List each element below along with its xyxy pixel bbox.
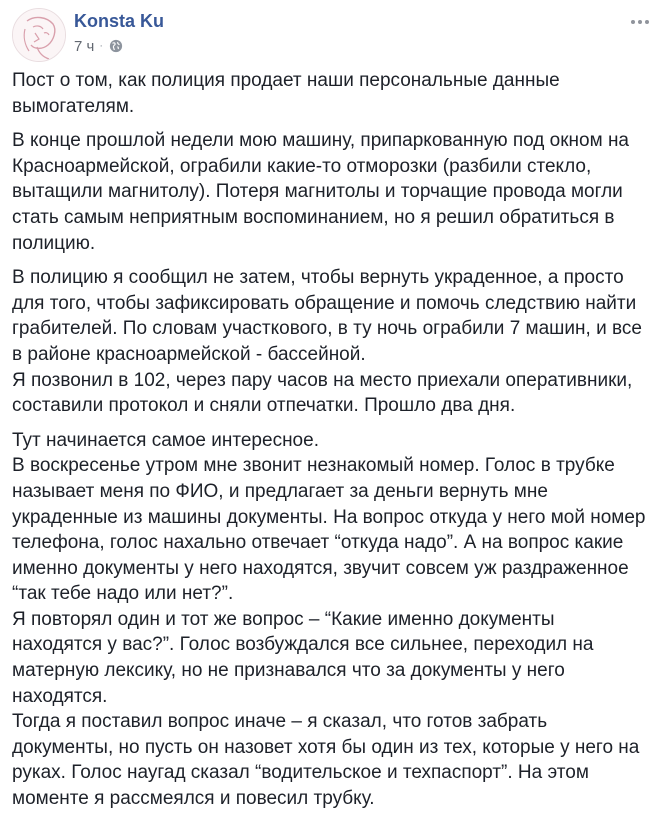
post-time[interactable]: 7 ч xyxy=(74,37,95,55)
post-paragraph: В полицию я сообщил не затем, чтобы вернуть украденное, а просто для того, чтобы зафиксировать обращение и помочь следствию найти грабителей. По словам участкового, в ту ночь ограбили 7 машин, и все в районе красноармейской - бассейной. Я позвонил в 102, через пару часов на место приехали оперативники, составили протокол и сняли отпечатки. Прошло два дня. xyxy=(12,267,642,417)
more-options-icon[interactable] xyxy=(626,14,654,30)
post-header xyxy=(12,8,654,64)
avatar[interactable] xyxy=(12,8,66,62)
post-paragraph: В конце прошлой недели мою машину, припаркованную под окном на Красноармейской, ограбили какие-то отморозки (разбили стекло, вытащили магнитолу). Потеря магнитолы и торчащие провода могли стать самым неприятным воспоминанием, но я решил обратиться в полицию. xyxy=(12,130,629,254)
post-paragraph: Пост о том, как полиция продает наши персональные данные вымогателям. xyxy=(12,70,560,117)
avatar-drawing-icon xyxy=(13,9,66,62)
menu-dot xyxy=(645,20,649,24)
post-meta xyxy=(74,36,123,56)
post-paragraph: Тут начинается самое интересное. В воскресенье утром мне звонит незнакомый номер. Голос в трубке называет меня по ФИО, и предлагает за деньги вернуть мне украденные из машины документы. На вопрос откуда у него мой номер телефона, голос нахально отвечает “откуда надо”. А на вопрос какие именно документы у него находятся, звучит совсем уж раздраженное “так тебе надо или нет?”. Я повторял один и тот же вопрос – “Какие именно документы находятся у вас?”. Голос возбуждался все сильнее, переходил на матерную лексику, но не признавался что за документы у него находятся. Тогда я поставил вопрос иначе – я сказал, что готов забрать документы, но пусть он назовет хотя бы один из тех, которые у него на руках. Голос наугад сказал “водительское и техпаспорт”. На этом моменте я рассмеялся и повесил трубку. xyxy=(12,429,646,810)
author-name[interactable]: Konsta Ku xyxy=(74,11,164,31)
meta-separator: · xyxy=(99,40,103,52)
menu-dot xyxy=(638,20,642,24)
menu-dot xyxy=(631,20,635,24)
globe-icon[interactable] xyxy=(109,39,123,53)
post-text xyxy=(12,68,648,821)
